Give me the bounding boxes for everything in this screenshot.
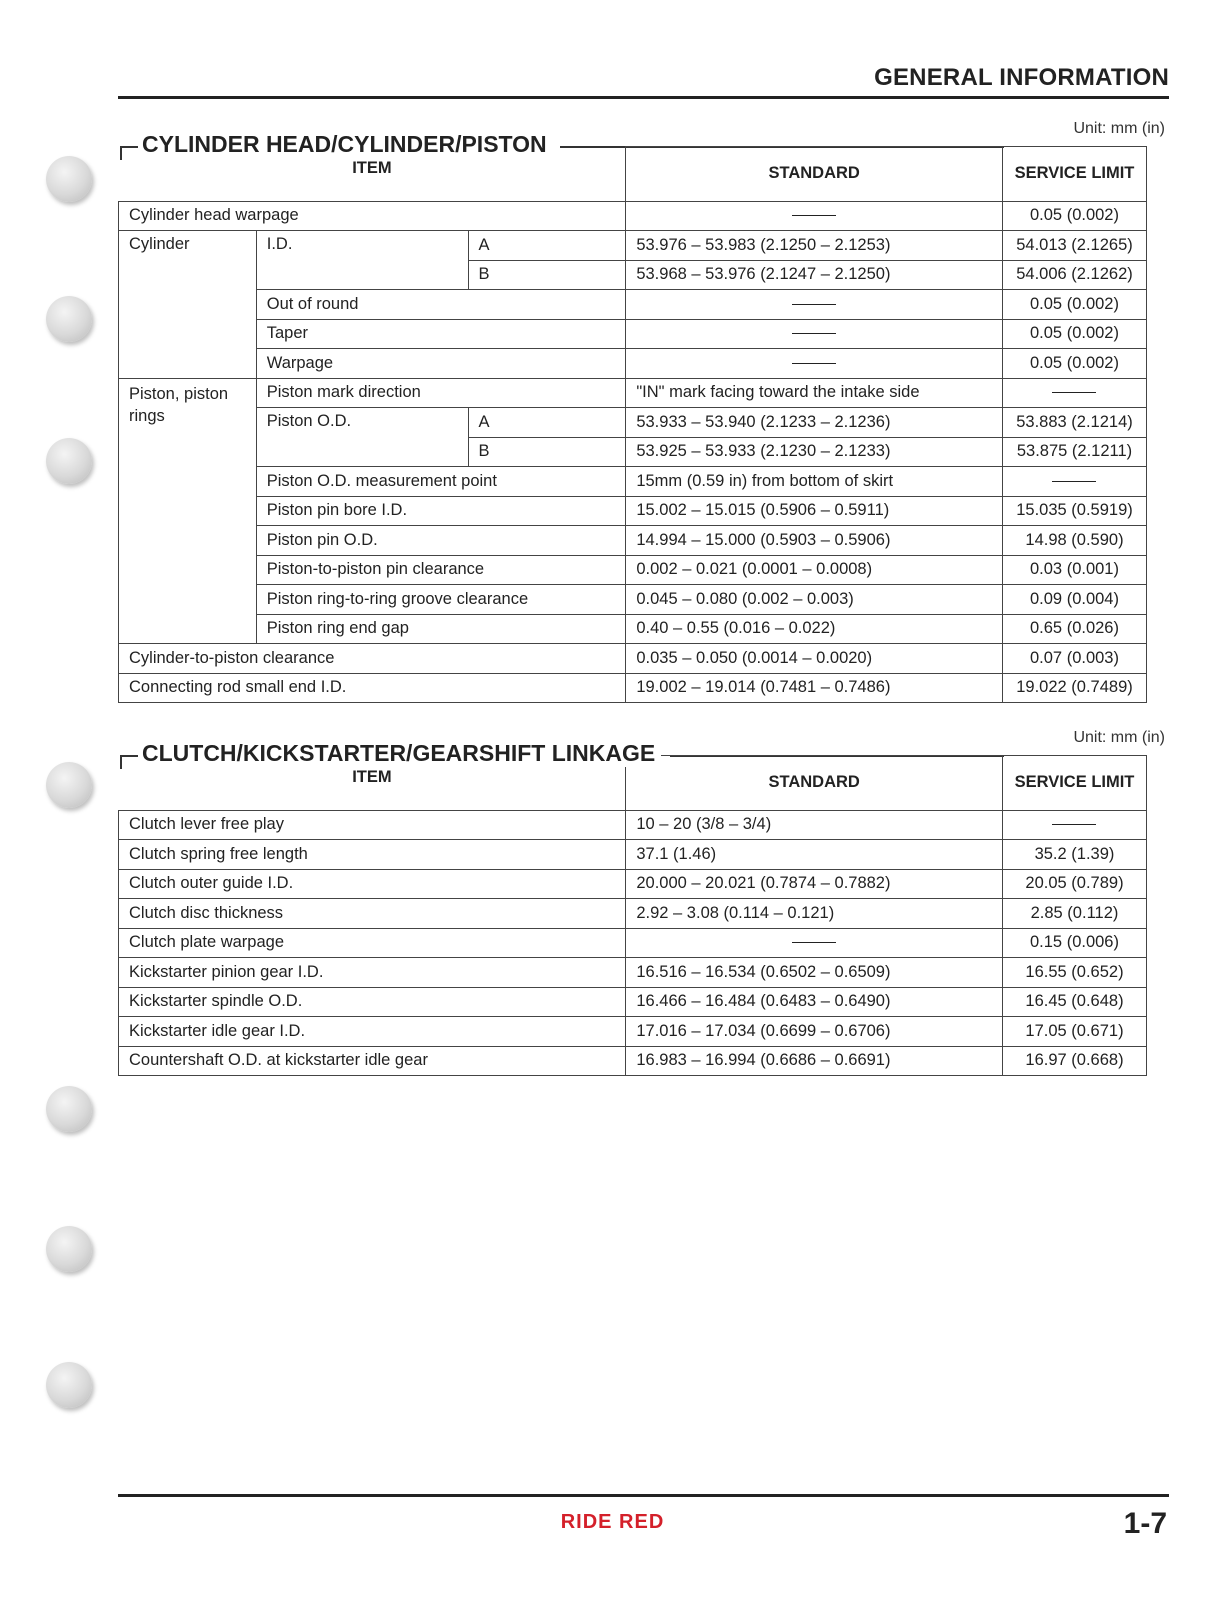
- limit-cell: 17.05 (0.671): [1002, 1017, 1146, 1047]
- cylinder-spec-table: [118, 146, 1147, 703]
- limit-cell: 14.98 (0.590): [1002, 526, 1146, 556]
- section2-unit: Unit: mm (in): [1073, 729, 1165, 746]
- item-cell: Clutch outer guide I.D.: [119, 869, 626, 899]
- standard-cell: 37.1 (1.46): [626, 840, 1003, 870]
- binder-hole: [46, 296, 92, 342]
- standard-cell: [626, 349, 1003, 379]
- table-row: [119, 585, 1147, 615]
- table-row: [119, 408, 1147, 438]
- limit-cell: 16.97 (0.668): [1002, 1046, 1146, 1076]
- item-cell: Clutch lever free play: [119, 810, 626, 840]
- limit-cell: 54.013 (2.1265): [1002, 231, 1146, 261]
- table-row: [119, 899, 1147, 929]
- sub-cell: A: [468, 408, 626, 438]
- table-row: [119, 869, 1147, 899]
- table-row: [119, 201, 1147, 231]
- group-cell-piston: Piston, piston rings: [119, 378, 257, 644]
- standard-cell: 14.994 – 15.000 (0.5903 – 0.5906): [626, 526, 1003, 556]
- limit-cell: [1002, 378, 1146, 408]
- item-cell: Out of round: [256, 290, 626, 320]
- limit-cell: 19.022 (0.7489): [1002, 673, 1146, 703]
- item-cell: Piston mark direction: [256, 378, 626, 408]
- limit-cell: 0.07 (0.003): [1002, 644, 1146, 674]
- binder-hole: [46, 762, 92, 808]
- standard-cell: 0.40 – 0.55 (0.016 – 0.022): [626, 614, 1003, 644]
- item-cell: Piston ring end gap: [256, 614, 626, 644]
- table-row: [119, 231, 1147, 261]
- limit-cell: 0.05 (0.002): [1002, 349, 1146, 379]
- item-cell: Piston-to-piston pin clearance: [256, 555, 626, 585]
- column-header-service-limit: SERVICE LIMIT: [1002, 147, 1146, 202]
- standard-cell: 0.035 – 0.050 (0.0014 – 0.0020): [626, 644, 1003, 674]
- limit-cell: 0.09 (0.004): [1002, 585, 1146, 615]
- standard-cell: 53.925 – 53.933 (2.1230 – 2.1233): [626, 437, 1003, 467]
- limit-cell: 53.883 (2.1214): [1002, 408, 1146, 438]
- limit-cell: 0.05 (0.002): [1002, 201, 1146, 231]
- item-cell: Connecting rod small end I.D.: [119, 673, 626, 703]
- standard-cell: 53.968 – 53.976 (2.1247 – 2.1250): [626, 260, 1003, 290]
- binder-hole: [46, 1086, 92, 1132]
- binder-hole: [46, 1226, 92, 1272]
- standard-cell: 2.92 – 3.08 (0.114 – 0.121): [626, 899, 1003, 929]
- standard-cell: 0.002 – 0.021 (0.0001 – 0.0008): [626, 555, 1003, 585]
- standard-cell: 15.002 – 15.015 (0.5906 – 0.5911): [626, 496, 1003, 526]
- item-cell: Cylinder head warpage: [119, 201, 626, 231]
- table-row: [119, 644, 1147, 674]
- item-cell: Kickstarter spindle O.D.: [119, 987, 626, 1017]
- standard-cell: 19.002 – 19.014 (0.7481 – 0.7486): [626, 673, 1003, 703]
- limit-cell: 16.45 (0.648): [1002, 987, 1146, 1017]
- table-row: [119, 1017, 1147, 1047]
- standard-cell: [626, 928, 1003, 958]
- sub-cell: A: [468, 231, 626, 261]
- standard-cell: 20.000 – 20.021 (0.7874 – 0.7882): [626, 869, 1003, 899]
- standard-cell: 15mm (0.59 in) from bottom of skirt: [626, 467, 1003, 497]
- standard-cell: 16.983 – 16.994 (0.6686 – 0.6691): [626, 1046, 1003, 1076]
- item-cell: I.D.: [256, 231, 468, 290]
- limit-cell: 0.15 (0.006): [1002, 928, 1146, 958]
- binder-hole: [46, 1362, 92, 1408]
- table-row: [119, 958, 1147, 988]
- standard-cell: [626, 201, 1003, 231]
- limit-cell: 2.85 (0.112): [1002, 899, 1146, 929]
- item-cell: Clutch disc thickness: [119, 899, 626, 929]
- standard-cell: 10 – 20 (3/8 – 3/4): [626, 810, 1003, 840]
- binder-hole: [46, 156, 92, 202]
- table-row: [119, 349, 1147, 379]
- clutch-spec-table: [118, 755, 1147, 1076]
- standard-cell: 17.016 – 17.034 (0.6699 – 0.6706): [626, 1017, 1003, 1047]
- standard-cell: 53.976 – 53.983 (2.1250 – 2.1253): [626, 231, 1003, 261]
- item-cell: Piston O.D. measurement point: [256, 467, 626, 497]
- column-header-standard: STANDARD: [626, 756, 1003, 811]
- item-cell: Kickstarter idle gear I.D.: [119, 1017, 626, 1047]
- section1-unit: Unit: mm (in): [1073, 120, 1165, 137]
- item-cell: Cylinder-to-piston clearance: [119, 644, 626, 674]
- standard-cell: "IN" mark facing toward the intake side: [626, 378, 1003, 408]
- item-cell: Warpage: [256, 349, 626, 379]
- table-row: [119, 1046, 1147, 1076]
- limit-cell: [1002, 467, 1146, 497]
- standard-cell: [626, 319, 1003, 349]
- table-row: [119, 496, 1147, 526]
- limit-cell: 53.875 (2.1211): [1002, 437, 1146, 467]
- limit-cell: 20.05 (0.789): [1002, 869, 1146, 899]
- column-header-item: ITEM: [119, 147, 626, 202]
- item-cell: Piston pin O.D.: [256, 526, 626, 556]
- table-row: [119, 378, 1147, 408]
- footer-rule: [118, 1494, 1169, 1497]
- item-cell: Clutch spring free length: [119, 840, 626, 870]
- table-row: [119, 526, 1147, 556]
- item-cell: Piston ring-to-ring groove clearance: [256, 585, 626, 615]
- clutch-table-body: [119, 810, 1147, 1076]
- limit-cell: 35.2 (1.39): [1002, 840, 1146, 870]
- table-row: [119, 673, 1147, 703]
- table-row: [119, 614, 1147, 644]
- limit-cell: 0.05 (0.002): [1002, 290, 1146, 320]
- standard-cell: 0.045 – 0.080 (0.002 – 0.003): [626, 585, 1003, 615]
- standard-cell: 16.516 – 16.534 (0.6502 – 0.6509): [626, 958, 1003, 988]
- section1-title: CYLINDER HEAD/CYLINDER/PISTON: [142, 131, 553, 158]
- column-header-service-limit: SERVICE LIMIT: [1002, 756, 1146, 811]
- item-cell: Kickstarter pinion gear I.D.: [119, 958, 626, 988]
- column-header-item: ITEM: [119, 756, 626, 811]
- limit-cell: 0.03 (0.001): [1002, 555, 1146, 585]
- table-row: [119, 928, 1147, 958]
- item-cell: Countershaft O.D. at kickstarter idle gear: [119, 1046, 626, 1076]
- limit-cell: 54.006 (2.1262): [1002, 260, 1146, 290]
- page-number: 1-7: [1123, 1507, 1167, 1540]
- sub-cell: B: [468, 437, 626, 467]
- limit-cell: 15.035 (0.5919): [1002, 496, 1146, 526]
- table-row: [119, 810, 1147, 840]
- item-cell: Piston O.D.: [256, 408, 468, 467]
- item-cell: Taper: [256, 319, 626, 349]
- section2-title: CLUTCH/KICKSTARTER/GEARSHIFT LINKAGE: [142, 740, 661, 767]
- item-cell: Piston pin bore I.D.: [256, 496, 626, 526]
- standard-cell: 53.933 – 53.940 (2.1233 – 2.1236): [626, 408, 1003, 438]
- limit-cell: [1002, 810, 1146, 840]
- table-row: [119, 555, 1147, 585]
- table-row: [119, 987, 1147, 1017]
- standard-cell: 16.466 – 16.484 (0.6483 – 0.6490): [626, 987, 1003, 1017]
- table-row: [119, 319, 1147, 349]
- table-row: [119, 840, 1147, 870]
- header-rule: [118, 96, 1169, 99]
- limit-cell: 0.05 (0.002): [1002, 319, 1146, 349]
- column-header-standard: STANDARD: [626, 147, 1003, 202]
- item-cell: Clutch plate warpage: [119, 928, 626, 958]
- group-cell-cylinder: Cylinder: [119, 231, 257, 379]
- footer-brand-logo: RIDE RED: [560, 1511, 665, 1533]
- limit-cell: 16.55 (0.652): [1002, 958, 1146, 988]
- limit-cell: 0.65 (0.026): [1002, 614, 1146, 644]
- page-header-title: GENERAL INFORMATION: [874, 64, 1169, 91]
- table-row: [119, 290, 1147, 320]
- standard-cell: [626, 290, 1003, 320]
- sub-cell: B: [468, 260, 626, 290]
- table-row: [119, 467, 1147, 497]
- binder-hole: [46, 438, 92, 484]
